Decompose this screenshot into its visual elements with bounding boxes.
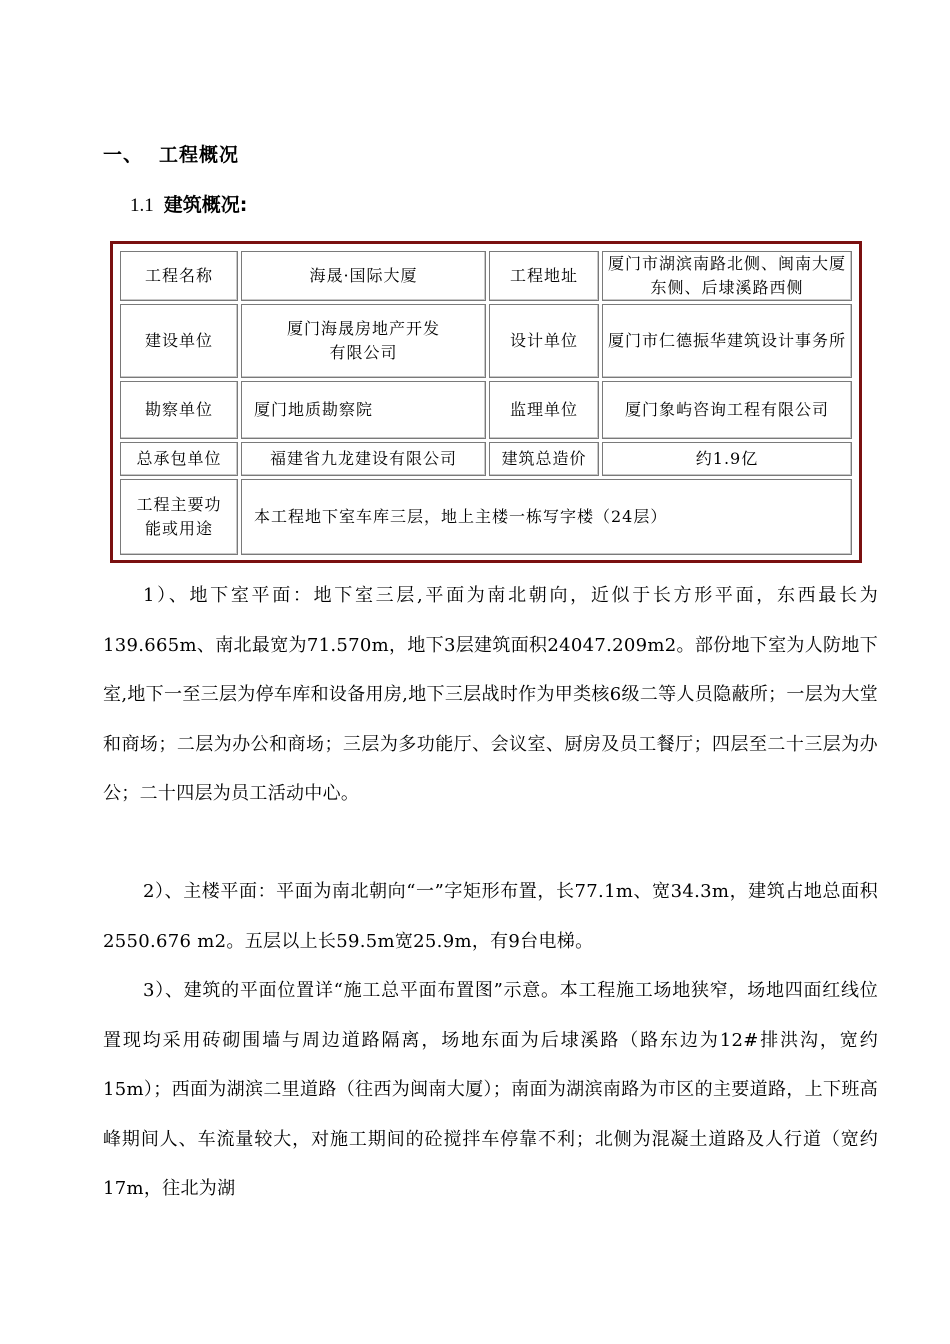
paragraph-text: 2）、主楼平面：平面为南北朝向“一”字矩形布置，长77.1m、宽34.3m，建筑占地总面积2550.676 m2。五层以上长59.5m宽25.9m，有9台电梯。 bbox=[103, 881, 878, 952]
table-label-cell: 总承包单位 bbox=[120, 442, 238, 476]
table-value-cell: 厦门地质勘察院 bbox=[241, 381, 486, 439]
table-label-cell: 建设单位 bbox=[120, 304, 238, 378]
table-label-cell: 工程主要功能或用途 bbox=[120, 479, 238, 555]
table-label-cell: 工程名称 bbox=[120, 251, 238, 301]
section-heading bbox=[103, 140, 239, 167]
paragraph-basement bbox=[103, 571, 878, 819]
table-value-cell: 约1.9亿 bbox=[602, 442, 852, 476]
paragraph-text: 1）、地下室平面：地下室三层,平面为南北朝向，近似于长方形平面，东西最长为139.665m、南北最宽为71.570m，地下3层建筑面积24047.209m2。部份地下室为人防地下室,地下一至三层为停车库和设备用房,地下三层战时作为甲类核6级二等人员隐蔽所；一层为大堂和商场；二层为办公和商场；三层为多功能厅、会议室、厨房及员工餐厅；四层至二十三层为办公；二十四层为员工活动中心。 bbox=[103, 585, 878, 804]
table-value-cell: 厦门象屿咨询工程有限公司 bbox=[602, 381, 852, 439]
table-label-cell: 勘察单位 bbox=[120, 381, 238, 439]
paragraph-main-building bbox=[103, 867, 878, 966]
table-label-cell: 设计单位 bbox=[489, 304, 599, 378]
overview-table bbox=[117, 248, 855, 558]
table-label-cell: 工程地址 bbox=[489, 251, 599, 301]
subsection-title: 建筑概况: bbox=[163, 194, 248, 216]
table-label-cell: 监理单位 bbox=[489, 381, 599, 439]
table-value-cell: 福建省九龙建设有限公司 bbox=[241, 442, 486, 476]
table-row bbox=[120, 251, 852, 301]
table-value-cell: 厦门海晟房地产开发有限公司 bbox=[241, 304, 486, 378]
table-value-cell: 厦门市仁德振华建筑设计事务所 bbox=[602, 304, 852, 378]
table-row bbox=[120, 442, 852, 476]
table-row bbox=[120, 304, 852, 378]
section-number: 一、 bbox=[103, 144, 144, 166]
table-row bbox=[120, 381, 852, 439]
table-value-cell: 本工程地下室车库三层，地上主楼一栋写字楼（24层） bbox=[241, 479, 852, 555]
paragraph-site-location bbox=[103, 966, 878, 1214]
table-row bbox=[120, 479, 852, 555]
subsection-heading bbox=[130, 190, 247, 217]
paragraph-text: 3）、建筑的平面位置详“施工总平面布置图”示意。本工程施工场地狭窄，场地四面红线位置现均采用砖砌围墙与周边道路隔离，场地东面为后埭溪路（路东边为12#排洪沟，宽约15m）；西面为湖滨二里道路（往西为闽南大厦）；南面为湖滨南路为市区的主要道路，上下班高峰期间人、车流量较大，对施工期间的砼搅拌车停靠不利；北侧为混凝土道路及人行道（宽约17m，往北为湖 bbox=[103, 980, 878, 1199]
table-value-cell: 厦门市湖滨南路北侧、闽南大厦东侧、后埭溪路西侧 bbox=[602, 251, 852, 301]
overview-table-frame bbox=[110, 241, 862, 563]
table-label-cell: 建筑总造价 bbox=[489, 442, 599, 476]
table-value-cell: 海晟·国际大厦 bbox=[241, 251, 486, 301]
section-title: 工程概况 bbox=[159, 144, 240, 166]
subsection-number: 1.1 bbox=[130, 195, 154, 216]
